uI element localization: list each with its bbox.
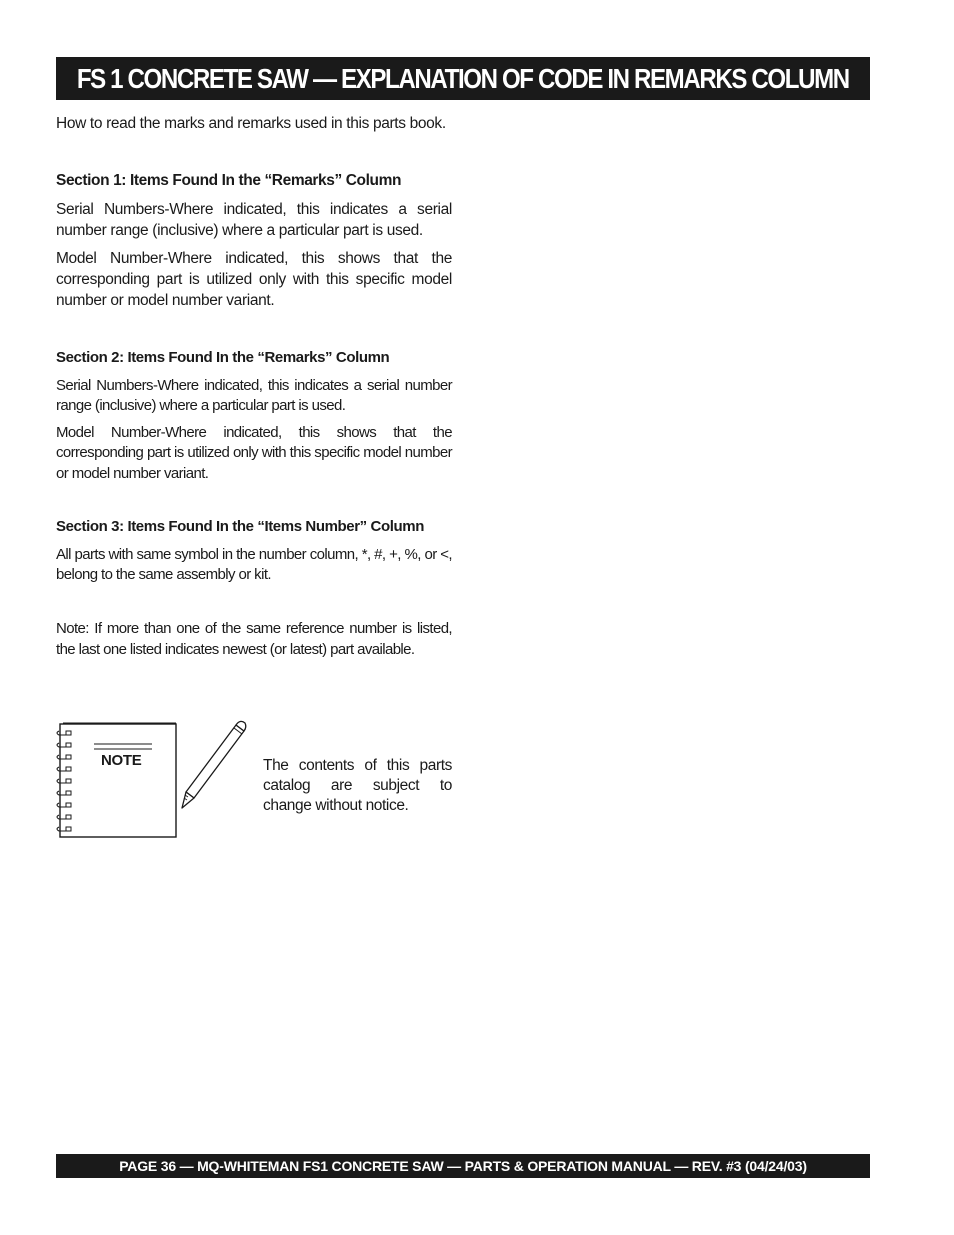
section-3-symbol-text: All parts with same symbol in the number column, *, #, +, %, or <, belong to the same assembly or kit.	[56, 545, 452, 583]
note-paragraph: Note: If more than one of the same reference number is listed, the last one listed indicates newest (or latest) part available.	[56, 620, 452, 658]
note-box-text: The contents of this parts catalog are subject to change without notice.	[263, 757, 452, 814]
page-footer-bar	[56, 1154, 870, 1178]
intro-text: How to read the marks and remarks used in this parts book.	[56, 115, 446, 132]
section-2-model-text: Model Number-Where indicated, this shows that the corresponding part is utilized only with this specific model number or model number variant.	[56, 423, 452, 482]
note-paragraph-block	[56, 619, 452, 660]
notepad-pencil-icon	[52, 715, 252, 845]
section-1-heading: Section 1: Items Found In the “Remarks” Column	[56, 172, 402, 189]
section-2-heading: Section 2: Items Found In the “Remarks” Column	[56, 349, 390, 366]
section-3-heading: Section 3: Items Found In the “Items Number” Column	[56, 518, 424, 535]
section-2-serial-text: Serial Numbers-Where indicated, this indicates a serial number range (inclusive) where a particular part is used.	[56, 376, 452, 414]
section-2	[56, 348, 452, 484]
note-label: NOTE	[101, 752, 142, 769]
page-header-bar	[56, 57, 870, 100]
intro-block	[56, 113, 452, 134]
section-1	[56, 170, 452, 311]
footer-text: PAGE 36 — MQ-WHITEMAN FS1 CONCRETE SAW — PARTS & OPERATION MANUAL — REV. #3 (04/24/03)	[119, 1158, 807, 1174]
section-1-serial-text: Serial Numbers-Where indicated, this indicates a serial number range (inclusive) where a particular part is used.	[56, 201, 452, 239]
section-3	[56, 517, 452, 586]
section-1-model-text: Model Number-Where indicated, this shows that the corresponding part is utilized only with this specific model number or model number variant.	[56, 250, 452, 309]
page-title: FS 1 CONCRETE SAW — EXPLANATION OF CODE IN REMARKS COLUMN	[77, 62, 849, 94]
